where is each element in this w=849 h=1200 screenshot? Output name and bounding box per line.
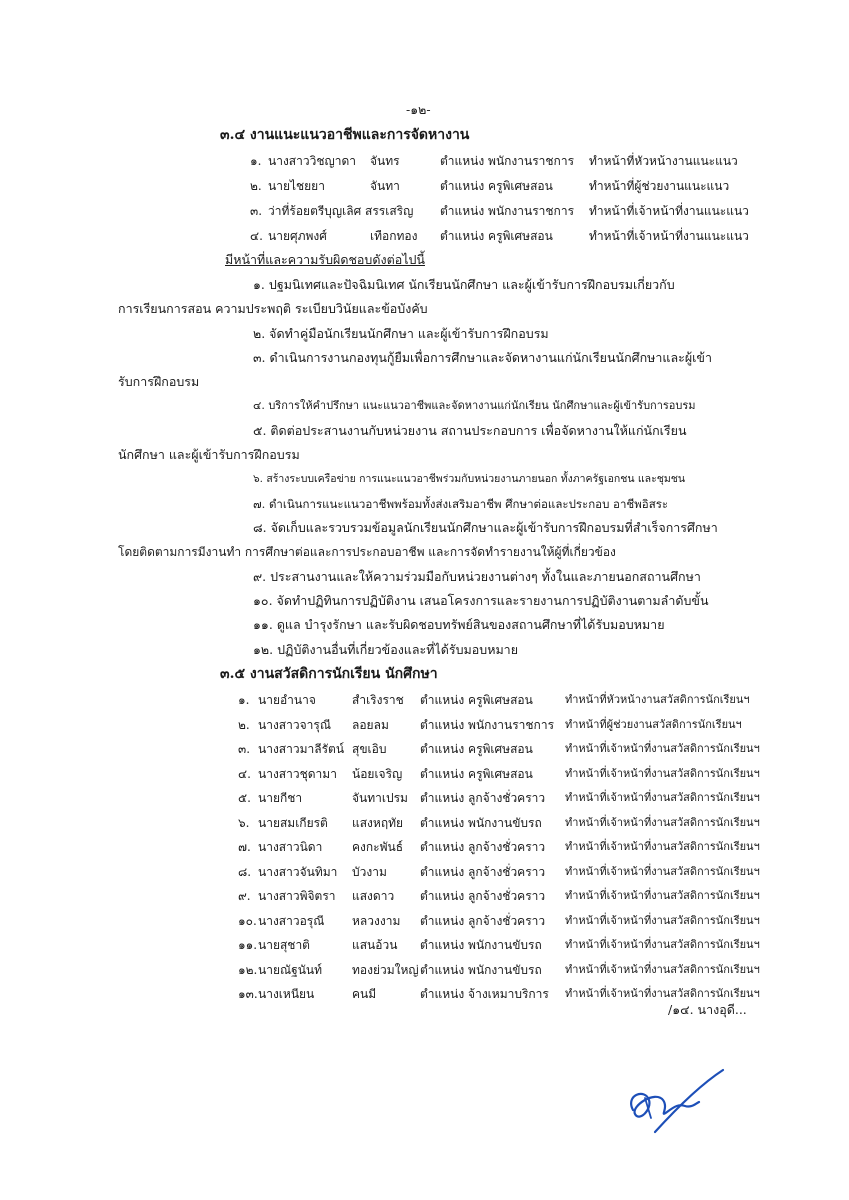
staff-duty: ทำหน้าที่ผู้ช่วยงานแนะแนว — [589, 179, 730, 193]
staff-position: ตำแหน่ง พนักงานขับรถ — [420, 962, 542, 977]
staff-position: ตำแหน่ง ครูพิเศษสอน — [420, 742, 533, 756]
staff-duty: ทำหน้าที่ผู้ช่วยงานสวัสดิการนักเรียนฯ — [565, 717, 742, 731]
staff-no: ๑๒. — [238, 962, 258, 977]
staff-surname: จันทร — [370, 154, 400, 168]
staff-no: ๑. — [250, 154, 262, 168]
staff-duty: ทำหน้าที่เจ้าหน้าที่งานสวัสดิการนักเรียนฯ — [565, 766, 760, 780]
staff-position: ตำแหน่ง ลูกจ้างชั่วคราว — [420, 889, 546, 903]
staff-name: นายศุภพงศ์ — [268, 229, 327, 243]
staff-no: ๖. — [238, 815, 250, 830]
staff-name: นายณัฐนันท์ — [258, 962, 323, 977]
duty-line: ๘. จัดเก็บและรวบรวมข้อมูลนักเรียนนักศึกษาและผู้เข้ารับการฝึกอบรมที่สำเร็จการศึกษา — [253, 520, 718, 535]
staff-no: ๑๑. — [238, 938, 258, 952]
staff-surname: จันทาเปรม — [352, 791, 408, 805]
signature-mark — [615, 1060, 735, 1140]
staff-name: นายกีชา — [258, 791, 303, 805]
staff-surname: คนมี — [352, 987, 377, 1001]
staff-surname: สำเริงราช — [352, 693, 404, 707]
staff-no: ๔. — [250, 229, 263, 243]
staff-position: ตำแหน่ง พนักงานราชการ — [420, 717, 555, 732]
staff-no: ๔. — [238, 766, 251, 781]
duty-line: ๖. สร้างระบบเครือข่าย การแนะแนวอาชีพร่วมกับหน่วยงานภายนอก ทั้งภาครัฐเอกชน และชุมชน — [253, 473, 686, 485]
staff-position: ตำแหน่ง ครูพิเศษสอน — [440, 229, 553, 243]
staff-name: ว่าที่ร้อยตรีบุญเลิศ สรรเสริญ — [268, 204, 414, 218]
duty-line: โดยติดตามการมีงานทำ การศึกษาต่อและการประกอบอาชีพ และการจัดทำรายงานให้ผู้ที่เกี่ยวข้อง — [118, 545, 616, 559]
staff-name: นางสาววิชญาดา — [268, 154, 356, 168]
staff-name: นางสาวจารุณี — [258, 717, 331, 732]
duty-line: ๑๐. จัดทำปฏิทินการปฏิบัติงาน เสนอโครงการและรายงานการปฏิบัติงานตามลำดับขั้น — [253, 593, 709, 608]
staff-name: นางสาวชุดามา — [258, 766, 337, 781]
page-number: -๑๒- — [406, 102, 431, 117]
staff-duty: ทำหน้าที่เจ้าหน้าที่งานสวัสดิการนักเรียนฯ — [565, 742, 760, 755]
staff-duty: ทำหน้าที่เจ้าหน้าที่งานสวัสดิการนักเรียนฯ — [565, 791, 760, 804]
staff-name: นางสาวพิจิตรา — [258, 889, 336, 903]
duty-line: ๑๒. ปฏิบัติงานอื่นที่เกี่ยวข้องและที่ได้รับมอบหมาย — [253, 642, 519, 657]
staff-no: ๕. — [238, 791, 251, 805]
duty-line: ๑๑. ดูแล บำรุงรักษา และรับผิดชอบทรัพย์สินของสถานศึกษาที่ได้รับมอบหมาย — [253, 617, 665, 632]
staff-duty: ทำหน้าที่เจ้าหน้าที่งานสวัสดิการนักเรียนฯ — [565, 864, 760, 878]
staff-surname: จันทา — [370, 179, 400, 193]
section-34-title: ๓.๔ งานแนะแนวอาชีพและการจัดหางาน — [220, 127, 470, 143]
staff-duty: ทำหน้าที่เจ้าหน้าที่งานสวัสดิการนักเรียนฯ — [565, 962, 760, 976]
staff-position: ตำแหน่ง ลูกจ้างชั่วคราว — [420, 840, 546, 854]
staff-name: นางเหนียน — [258, 987, 315, 1001]
staff-surname: บัวงาม — [352, 864, 387, 879]
staff-duty: ทำหน้าที่เจ้าหน้าที่งานสวัสดิการนักเรียนฯ — [565, 840, 760, 853]
staff-surname: สุขเอิบ — [352, 742, 387, 756]
staff-name: นางสาวอรุณี — [258, 913, 325, 928]
staff-surname: เทือกทอง — [370, 229, 418, 243]
staff-position: ตำแหน่ง พนักงานราชการ — [440, 204, 575, 218]
staff-name: นางสาวมาลีรัตน์ — [258, 742, 345, 756]
staff-no: ๑. — [238, 693, 250, 707]
staff-surname: แสนอ้วน — [352, 938, 398, 952]
staff-no: ๗. — [238, 840, 251, 854]
staff-no: ๑๓. — [238, 987, 258, 1001]
staff-position: ตำแหน่ง ลูกจ้างชั่วคราว — [420, 791, 546, 805]
staff-position: ตำแหน่ง ครูพิเศษสอน — [420, 693, 533, 707]
staff-duty: ทำหน้าที่เจ้าหน้าที่งานสวัสดิการนักเรียนฯ — [565, 815, 760, 829]
duty-line: รับการฝึกอบรม — [118, 374, 200, 389]
continuation-note: /๑๔. นางอุดี... — [668, 1002, 747, 1017]
staff-surname: ทองย่วมใหญ่ — [352, 962, 419, 977]
staff-no: ๑๐. — [238, 913, 257, 928]
staff-position: ตำแหน่ง ลูกจ้างชั่วคราว — [420, 864, 546, 879]
staff-no: ๓. — [250, 204, 263, 218]
staff-no: ๓. — [238, 742, 251, 756]
staff-duty: ทำหน้าที่เจ้าหน้าที่งานสวัสดิการนักเรียนฯ — [565, 987, 760, 1000]
staff-duty: ทำหน้าที่เจ้าหน้าที่งานแนะแนว — [589, 229, 749, 243]
staff-surname: แสงหฤทัย — [352, 815, 404, 830]
staff-name: นางสาวจันทิมา — [258, 864, 338, 879]
staff-duty: ทำหน้าที่เจ้าหน้าที่งานสวัสดิการนักเรียนฯ — [565, 913, 760, 927]
duty-line: ๓. ดำเนินการงานกองทุนกู้ยืมเพื่อการศึกษาและจัดหางานแก่นักเรียนนักศึกษาและผู้เข้า — [253, 350, 712, 365]
staff-duty: ทำหน้าที่เจ้าหน้าที่งานแนะแนว — [589, 204, 749, 218]
staff-name: นายสุชาติ — [258, 938, 310, 952]
staff-name: นายอำนาจ — [258, 693, 316, 707]
staff-surname: หลวงงาม — [352, 913, 401, 928]
staff-duty: ทำหน้าที่เจ้าหน้าที่งานสวัสดิการนักเรียนฯ — [565, 938, 760, 951]
staff-position: ตำแหน่ง พนักงานขับรถ — [420, 815, 542, 830]
staff-surname: น้อยเจริญ — [352, 766, 403, 781]
staff-position: ตำแหน่ง พนักงานขับรถ — [420, 938, 542, 952]
staff-position: ตำแหน่ง พนักงานราชการ — [440, 154, 575, 168]
staff-position: ตำแหน่ง ลูกจ้างชั่วคราว — [420, 913, 546, 928]
duty-line: ๑. ปฐมนิเทศและปัจฉิมนิเทศ นักเรียนนักศึกษา และผู้เข้ารับการฝึกอบรมเกี่ยวกับ — [253, 277, 675, 292]
staff-name: นายสมเกียรติ — [258, 815, 328, 830]
duty-line: นักศึกษา และผู้เข้ารับการฝึกอบรม — [118, 447, 300, 462]
duty-line: ๗. ดำเนินการแนะแนวอาชีพพร้อมทั้งส่งเสริมอาชีพ ศึกษาต่อและประกอบ อาชีพอิสระ — [253, 497, 669, 511]
staff-position: ตำแหน่ง จ้างเหมาบริการ — [420, 987, 549, 1001]
staff-position: ตำแหน่ง ครูพิเศษสอน — [420, 766, 533, 781]
duty-line: ๙. ประสานงานและให้ความร่วมมือกับหน่วยงานต่างๆ ทั้งในและภายนอกสถานศึกษา — [253, 569, 701, 584]
staff-no: ๒. — [250, 179, 262, 193]
staff-no: ๙. — [238, 889, 251, 903]
duty-line: ๕. ติดต่อประสานงานกับหน่วยงาน สถานประกอบการ เพื่อจัดหางานให้แก่นักเรียน — [253, 423, 687, 438]
staff-position: ตำแหน่ง ครูพิเศษสอน — [440, 179, 553, 193]
duty-line: ๒. จัดทำคู่มือนักเรียนนักศึกษา และผู้เข้ารับการฝึกอบรม — [253, 326, 549, 341]
staff-name: นางสาวนิดา — [258, 840, 323, 854]
staff-duty: ทำหน้าที่หัวหน้างานสวัสดิการนักเรียนฯ — [565, 693, 750, 706]
duties-heading: มีหน้าที่และความรับผิดชอบดังต่อไปนี้ — [225, 252, 425, 267]
staff-name: นายไชยยา — [268, 179, 325, 193]
section-35-title: ๓.๕ งานสวัสดิการนักเรียน นักศึกษา — [220, 666, 438, 682]
staff-duty: ทำหน้าที่เจ้าหน้าที่งานสวัสดิการนักเรียนฯ — [565, 889, 760, 902]
staff-surname: แสงดาว — [352, 889, 395, 903]
staff-surname: ลอยลม — [352, 717, 389, 732]
staff-surname: คงกะพันธ์ — [352, 840, 404, 854]
staff-duty: ทำหน้าที่หัวหน้างานแนะแนว — [589, 154, 738, 168]
duty-line: ๔. บริการให้คำปรึกษา แนะแนวอาชีพและจัดหางานแก่นักเรียน นักศึกษาและผู้เข้ารับการอบรม — [253, 399, 696, 412]
staff-no: ๒. — [238, 717, 250, 732]
staff-no: ๘. — [238, 864, 252, 879]
duty-line: การเรียนการสอน ความประพฤติ ระเบียบวินัยและข้อบังคับ — [118, 301, 428, 316]
